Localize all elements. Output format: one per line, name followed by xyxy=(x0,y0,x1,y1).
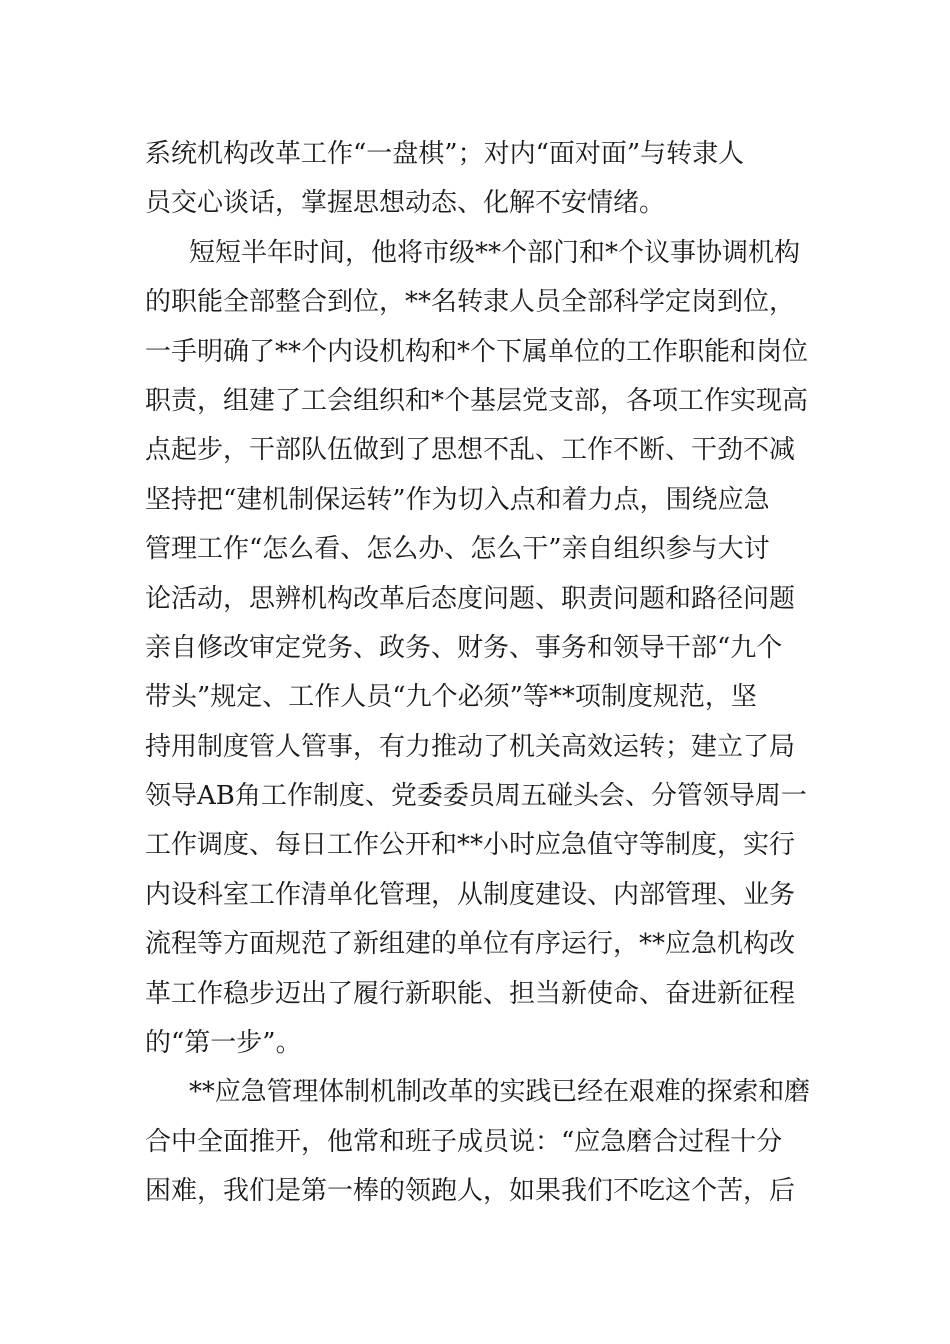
text-line: 持用制度管人管事，有力推动了机关高效运转；建立了局 xyxy=(145,731,796,762)
text-line: 工作调度、每日工作公开和**小时应急值守等制度，实行 xyxy=(145,830,796,861)
text-line: 革工作稳步迈出了履行新职能、担当新使命、奋进新征程 xyxy=(145,978,796,1009)
text-line: 困难，我们是第一棒的领跑人，如果我们不吃这个苦，后 xyxy=(145,1176,796,1207)
text-line: 带头”规定、工作人员“九个必须”等**项制度规范，坚 xyxy=(145,682,757,713)
text-line: 论活动，思辨机构改革后态度问题、职责问题和路径问题 xyxy=(145,583,796,614)
text-line: 亲自修改审定党务、政务、财务、事务和领导干部“九个 xyxy=(145,632,783,663)
text-line: 坚持把“建机制保运转”作为切入点和着力点，围绕应急 xyxy=(145,484,770,515)
text-line: 内设科室工作清单化管理，从制度建设、内部管理、业务 xyxy=(145,879,796,910)
text-line: 领导AB角工作制度、党委委员周五碰头会、分管领导周一 xyxy=(145,781,807,812)
body-text xyxy=(145,130,810,1217)
text-line: 一手明确了**个内设机构和*个下属单位的工作职能和岗位 xyxy=(145,336,809,367)
text-line: **应急管理体制机制改革的实践已经在艰难的探索和磨 xyxy=(189,1077,811,1108)
text-line: 系统机构改革工作“一盘棋”；对内“面对面”与转隶人 xyxy=(145,139,745,169)
text-line: 流程等方面规范了新组建的单位有序运行，**应急机构改 xyxy=(145,929,796,960)
text-line: 职责，组建了工会组织和*个基层党支部，各项工作实现高 xyxy=(145,385,809,416)
text-line: 短短半年时间，他将市级**个部门和*个议事协调机构 xyxy=(189,237,801,268)
text-line: 的职能全部整合到位，**名转隶人员全部科学定岗到位， xyxy=(145,287,796,318)
text-line: 合中全面推开，他常和班子成员说：“应急磨合过程十分 xyxy=(145,1126,783,1157)
text-line: 管理工作“怎么看、怎么办、怎么干”亲自组织参与大讨 xyxy=(145,534,770,565)
text-line: 的“第一步”。 xyxy=(145,1028,302,1059)
text-line: 点起步，干部队伍做到了思想不乱、工作不断、干劲不减 xyxy=(145,435,796,466)
text-line: 员交心谈话，掌握思想动态、化解不安情绪。 xyxy=(145,188,666,219)
